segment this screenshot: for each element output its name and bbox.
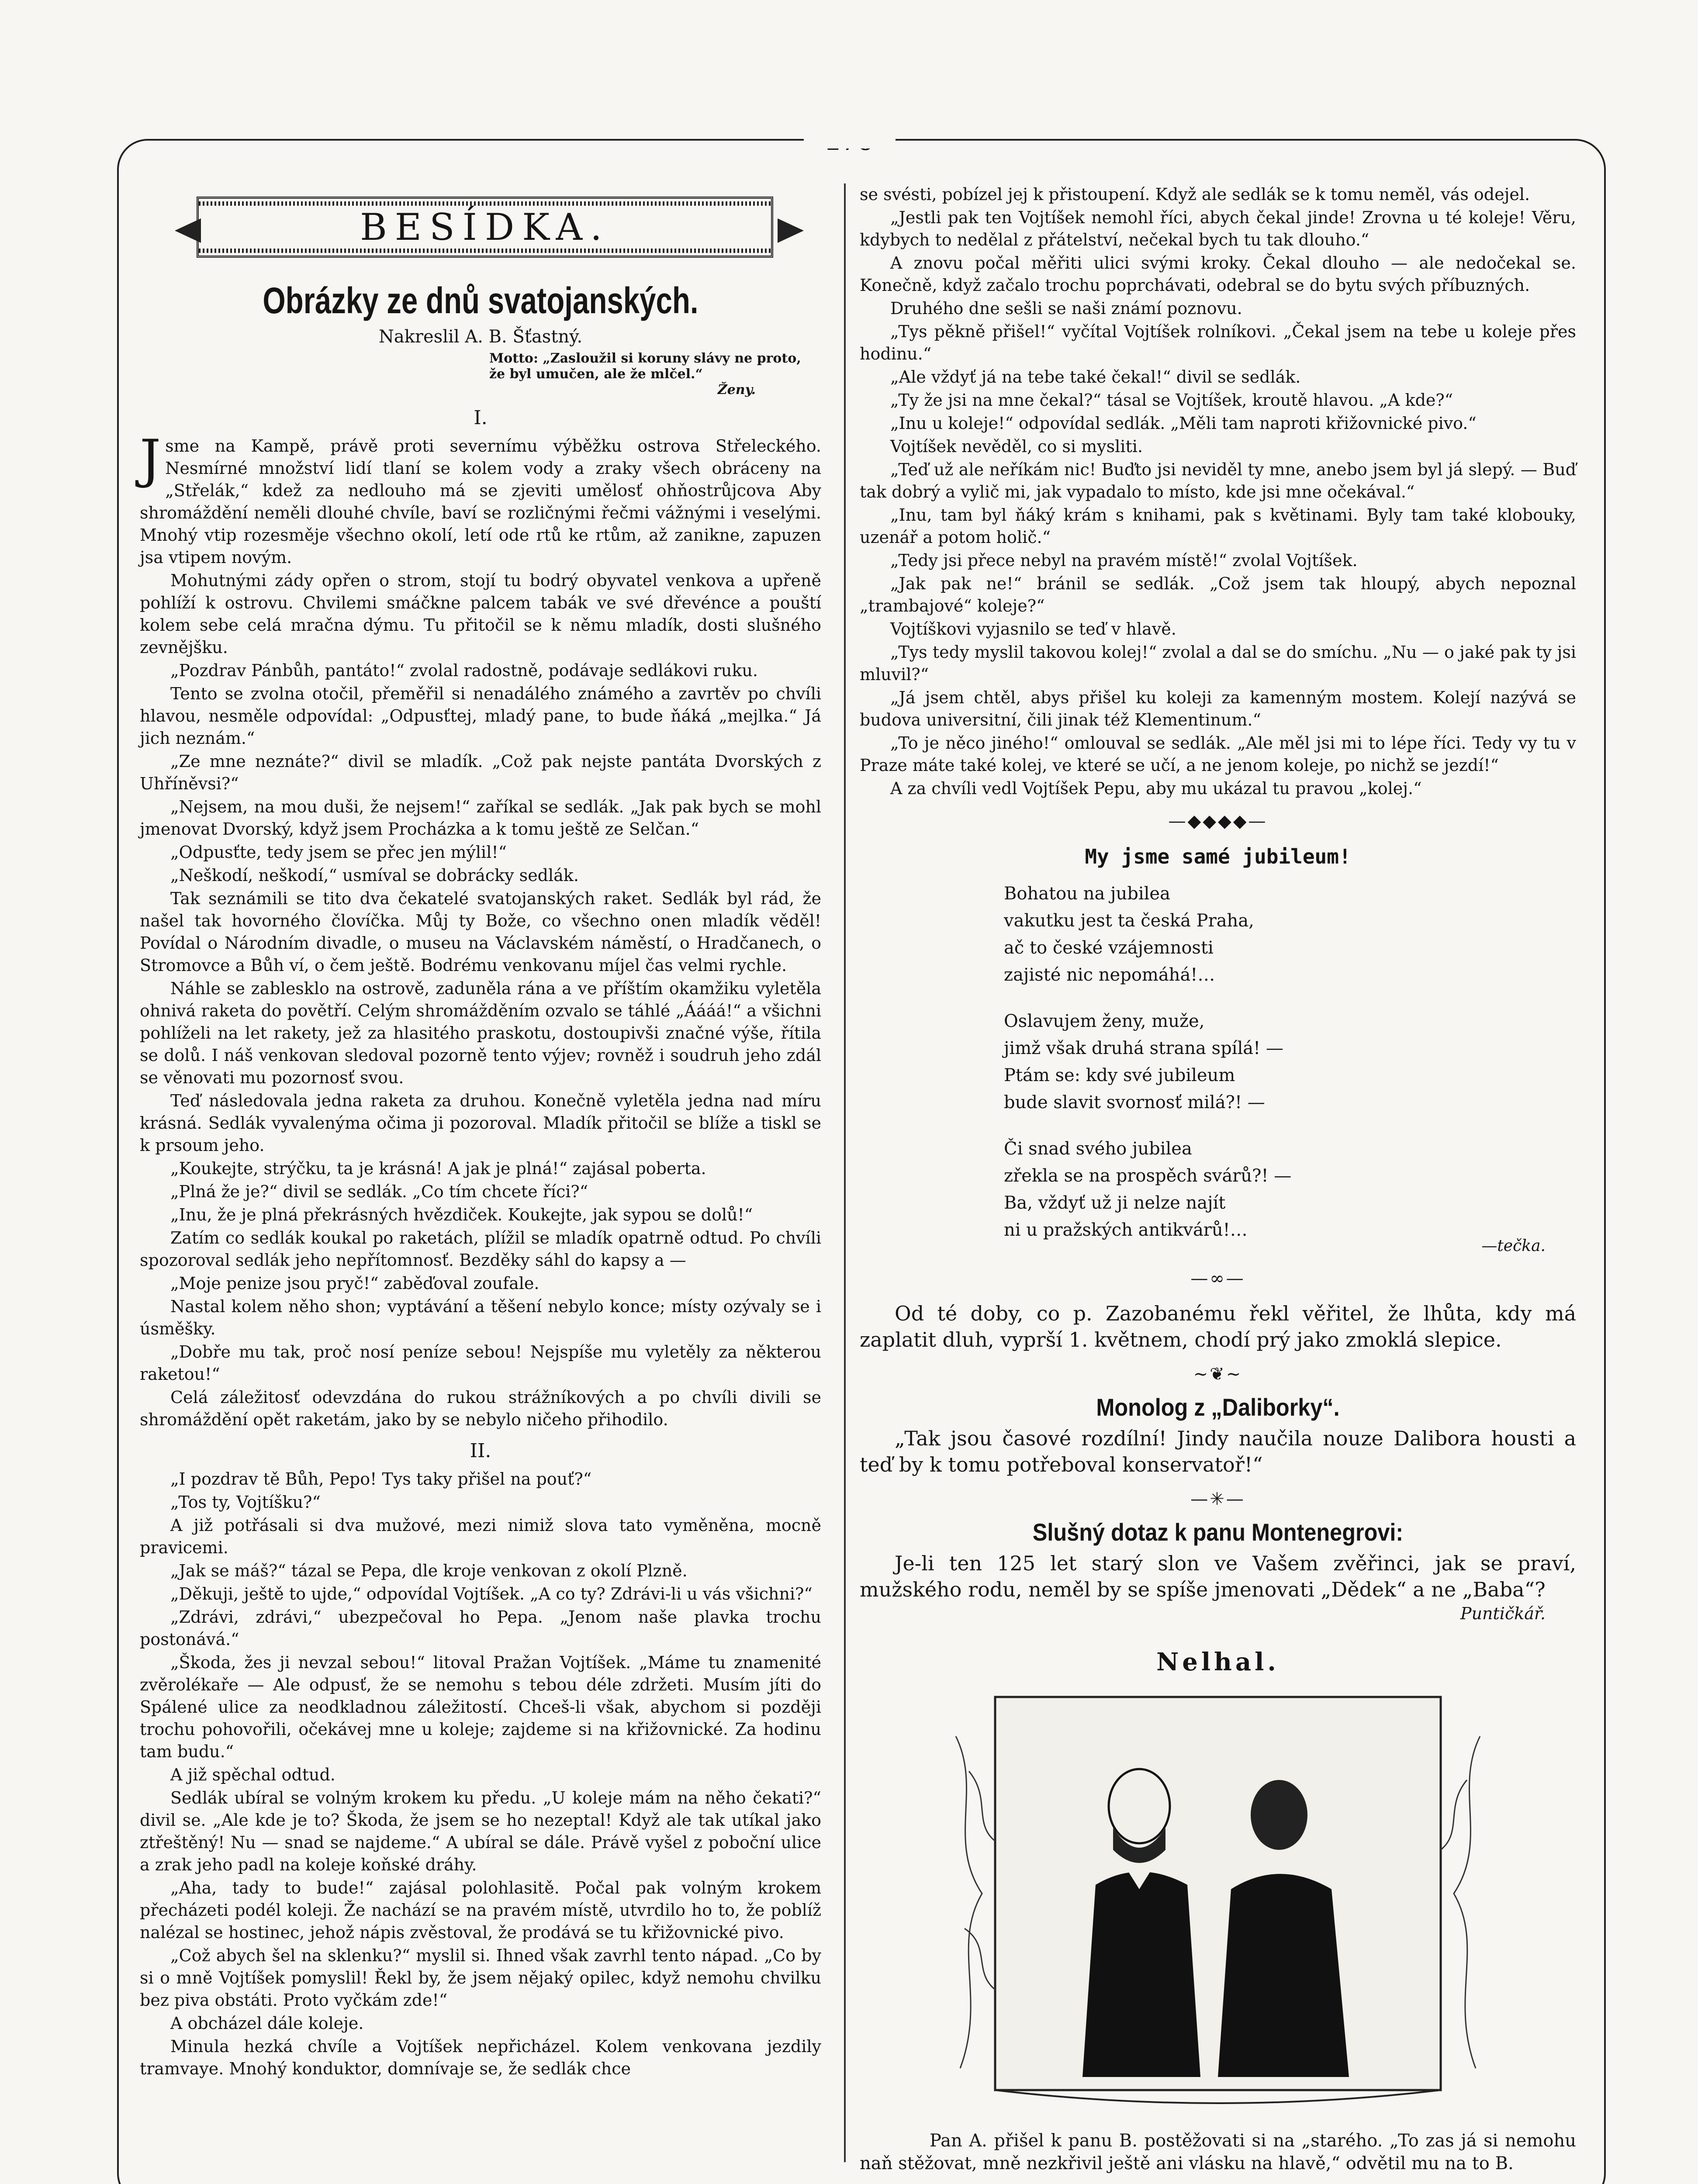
frame-gap	[804, 131, 896, 149]
ornament-divider: —∞—	[1190, 1268, 1245, 1289]
column-divider	[844, 183, 846, 2162]
montenegro-signature: Puntičkář.	[1460, 1604, 1546, 1623]
ornament-divider: —◆◆◆◆—	[1168, 811, 1268, 831]
montenegro-text: Je-li ten 125 let starý slon ve Vašem zvěřinci, jak se praví, mužského rodu, neměl by se spíše jmenovati „Dědek“ a ne „Baba“?	[860, 1552, 1576, 1601]
paragraph: „Inu u koleje!“ odpovídal sedlák. „Měli tam naproti křižovnické pivo.“	[890, 414, 1477, 433]
ornament-divider: —✳—	[1190, 1489, 1245, 1509]
paragraph: „To je něco jiného!“ omlouval se sedlák. „Ale měl jsi mi to lépe říci. Tedy vy tu v Praze máte také kolej, ve které se učí, a ne jenom koleje, po nichž se jezdí!“	[860, 733, 1576, 775]
section-title: BESÍDKA.	[360, 205, 610, 249]
poem-line: jimž však druhá strana spílá! —	[1004, 1038, 1283, 1058]
paragraph: „Inu, tam byl ňáký krám s knihami, pak s květinami. Byly tam také klobouky, uzenář a potom holič.“	[860, 505, 1576, 547]
paragraph: Náhle se zablesklo na ostrově, zaduněla rána a ve příštím okamžiku vyletěla ohnivá raketa do povětří. Celým shromážděním ozvalo se táhlé „Áááá!“ a všichni pohlíželi na let rakety, jež za hlasitého praskotu, dostoupivši značné výše, řítila se dolů. I náš venkovan sledoval pozorně tento výjev; rovněž i soudruh jeho zdál se věnovati mu pozornosť svou.	[140, 979, 821, 1087]
drop-cap: J	[140, 429, 161, 490]
poem-line: Oslavujem ženy, muže,	[1004, 1011, 1205, 1031]
paragraph: „Zdrávi, zdrávi,“ ubezpečoval ho Pepa. „Jenom naše plavka trochu postonává.“	[140, 1607, 821, 1649]
paragraph: Vojtíšek nevěděl, co si mysliti.	[890, 437, 1143, 456]
paragraph: Teď následovala jedna raketa za druhou. Konečně vyletěla jedna nad míru krásná. Sedlák vyvalenýma očima ji pozoroval. Mladík přitočil se blíže a tiskl se k prsoum jeho.	[140, 1091, 821, 1155]
paragraph: „Neškodí, neškodí,“ usmíval se dobrácky sedlák.	[170, 866, 579, 885]
motto: Motto: „Zasloužil si koruny slávy ne proto, že byl umučen, ale že mlčel.“	[489, 351, 801, 382]
paragraph: „Tedy jsi přece nebyl na pravém místě!“ zvolal Vojtíšek.	[890, 551, 1358, 570]
paragraph: „Jak pak ne!“ bránil se sedlák. „Což jsem tak hloupý, abych nepoznal „trambajové“ koleje?“	[860, 574, 1576, 615]
monolog-text: „Tak jsou časové rozdílní! Jindy naučila nouze Dalibora housti a teď by k tomu potřeboval konservatoř!“	[860, 1427, 1576, 1476]
paragraph: Tento se zvolna otočil, přeměřil si nenadálého známého a zavrtěv po chvíli hlavou, nesměle odpovídal: „Odpusťtej, mladý pane, to bude ňáká „mejlka.“ Já jich neznám.“	[140, 684, 821, 748]
paragraph: Vojtíškovi vyjasnilo se teď v hlavě.	[890, 619, 1176, 639]
paragraph: „Koukejte, strýčku, ta je krásná! A jak je plná!“ zajásal poberta.	[170, 1159, 706, 1178]
paragraph: „Tos ty, Vojtíšku?“	[170, 1493, 321, 1512]
poem	[1004, 880, 1576, 1244]
poem-stanza	[1004, 880, 1576, 988]
banner-box	[197, 197, 773, 258]
article-title: Obrázky ze dnů svatojanských.	[263, 280, 699, 321]
paragraph: A za chvíli vedl Vojtíšek Pepu, aby mu ukázal tu pravou „kolej.“	[890, 779, 1422, 798]
poem-line: Ptám se: kdy své jubileum	[1004, 1065, 1235, 1085]
paragraph: Mohutnými zády opřen o strom, stojí tu bodrý obyvatel venkova a upřeně pohlíží k ostrovu. Chvilemi smáčkne palcem tabák ve své dřevénce a pouští kolem sebe celá mračna dýmu. Tu přitočil se k němu mladík, dosti slušného zevnějšku.	[140, 571, 821, 657]
cartoon-scroll-curl	[995, 2090, 1441, 2103]
poem-stanza	[1004, 1135, 1576, 1244]
poem-line: Ba, vždyť už ji nelze najít	[1004, 1193, 1226, 1213]
paragraph: Nastal kolem něho shon; vyptávání a těšení nebylo konce; místy ozývaly se i úsměšky.	[140, 1297, 821, 1338]
paragraph: „Plná že je?“ divil se sedlák. „Co tím chcete říci?“	[170, 1182, 588, 1201]
paragraph: A znovu počal měřiti ulici svými kroky. Čekal dlouho — ale nedočekal se. Konečně, když začalo trochu poprchávati, odebral se do bytu svých příbuzných.	[860, 253, 1576, 295]
montenegro-title: Slušný dotaz k panu Montenegrovi:	[1032, 1518, 1404, 1546]
poem-line: ni u pražských antikvárů!…	[1004, 1220, 1248, 1240]
poem-line: zřekla se na prospěch svárů?! —	[1004, 1166, 1292, 1186]
paragraph: „Jestli pak ten Vojtíšek nemohl říci, abych čekal jinde! Zrovna u té koleje! Věru, kdybych to nedělal z přátelství, nečekal bych tu tak dlouho.“	[860, 208, 1576, 249]
paragraph: Sedlák ubíral se volným krokem ku předu. „U koleje mám na něho čekati?“ divil se. „Ale kde je to? Škoda, že jsem se ho nezeptal! Když ale tak utíkal jako ztřeštěný! Nu — snad se najdeme.“ A ubíral se dále. Právě vyšel z poboční ulice a zrak jeho padl na koleje koňské dráhy.	[140, 1788, 821, 1874]
paragraph: A obcházel dále koleje.	[170, 2014, 364, 2033]
paragraph: „Pozdrav Pánbůh, pantáto!“ zvolal radostně, podávaje sedlákovi ruku.	[170, 661, 758, 680]
paragraph: Celá záležitosť odevzdána do rukou strážníkových a po chvíli divili se shromáždění opět raketám, jako by se nebylo ničeho přihodilo.	[140, 1388, 821, 1429]
poem-title: My jsme samé jubileum!	[1085, 845, 1351, 868]
paragraph: Druhého dne sešli se naši známí poznovu.	[890, 299, 1242, 318]
foliage-right	[1441, 1736, 1480, 2068]
poem-line: ač to české vzájemnosti	[1004, 938, 1214, 958]
paragraph: „Dobře mu tak, proč nosí peníze sebou! Nejspíše mu vyletěly za některou raketou!“	[140, 1342, 821, 1384]
monolog-title: Monolog z „Daliborky“.	[1096, 1393, 1340, 1421]
section-number-2: II.	[470, 1440, 491, 1462]
section-1	[140, 429, 821, 1431]
paragraph: „I pozdrav tě Bůh, Pepo! Tys taky přišel na pouť?“	[170, 1469, 592, 1489]
paragraph: „Děkuji, ještě to ujde,“ odpovídal Vojtíšek. „A co ty? Zdrávi-li u vás všichni?“	[170, 1584, 813, 1603]
paragraph: „Teď už ale neříkám nic! Buďto jsi neviděl ty mne, anebo jsem byl já slepý. — Buď tak dobrý a vylič mi, jak vypadalo to místo, kde jsi mne očekával.“	[860, 460, 1576, 501]
paragraph: Zatím co sedlák koukal po raketách, plížil se mladík opatrně odtud. Po chvíli spozoroval sedlák jeho nepřítomnosť. Bezděky sáhl do kapsy a —	[140, 1228, 821, 1270]
banner-ornament-right	[778, 218, 804, 243]
paragraph: „Ale vždyť já na tebe také čekal!“ divil se sedlák.	[890, 367, 1301, 387]
note-debt: Od té doby, co p. Zazobanému řekl věřitel, že lhůta, kdy má zaplatit dluh, vyprší 1. květnem, chodí prý jako zmoklá slepice.	[860, 1302, 1576, 1351]
paragraph: „Já jsem chtěl, abys přišel ku koleji za kamenným mostem. Kolejí nazývá se budova universitní, čili jinak též Klementinum.“	[860, 688, 1576, 729]
cartoon-title: Nelhal.	[1156, 1648, 1280, 1676]
motto-author: Ženy.	[717, 382, 756, 397]
section-banner	[140, 188, 821, 262]
paragraph: „Tys pěkně přišel!“ vyčítal Vojtíšek rolníkovi. „Čekal jsem na tebe u koleje přes hodinu.“	[860, 322, 1576, 363]
paragraph: „Odpusťte, tedy jsem se přec jen mýlil!“	[170, 843, 507, 862]
paragraph: „Ty že jsi na mne čekal?“ tásal se Vojtíšek, kroutě hlavou. „A kde?“	[890, 390, 1453, 410]
paragraph: „Inu, že je plná překrásných hvězdiček. Koukejte, jak sypou se dolů!“	[170, 1205, 753, 1224]
right-column	[860, 183, 1576, 2184]
poem-line: bude slavit svornosť milá?! —	[1004, 1092, 1265, 1113]
paragraph: se svésti, pobízel jej k přistoupení. Když ale sedlák se k tomu neměl, vás odejel.	[860, 185, 1530, 204]
paragraph: „Jak se máš?“ tázal se Pepa, dle kroje venkovan z okolí Plzně.	[170, 1561, 688, 1580]
paragraph: „Což abych šel na sklenku?“ myslil si. Ihned však zavrhl tento nápad. „Co by si o mně Vojtíšek pomyslil! Řekl by, že jsem nějaký opilec, když nemohu chvilku bez piva obstáti. Proto vyčkám zde!“	[140, 1946, 821, 2010]
paragraph: „Moje penize jsou pryč!“ zaběďoval zoufale.	[170, 1274, 539, 1293]
poem-line: zajisté nic nepomáhá!…	[1004, 965, 1215, 985]
cartoon-caption: Pan A. přišel k panu B. postěžovati si na „starého. „To zas já si nemohu naň stěžovat, mně nezkřivil ještě ani vlásku na hlavě,“ odvětil mu na to B.	[860, 2131, 1576, 2174]
poem-line: vakutku jest ta česká Praha,	[1004, 911, 1254, 931]
left-column	[140, 183, 821, 2081]
paragraph: Tak seznámili se tito dva čekatelé svatojanských raket. Sedlák byl rád, že našel tak hovorného človíčka. Můj ty Bože, co všechno onen mladík věděl! Povídal o Národním divadle, o museu na Václavském náměstí, o Hradčanech, o Stromovce a Bůh ví, o čem ještě. Bodrému venkovanu míjel čas velmi rychle.	[140, 889, 821, 975]
paragraph: Jsme na Kampě, právě proti severnímu výběžku ostrova Střeleckého. Nesmírné množství lidí tlaní se kolem vody a zraky všech obráceny na „Střelák,“ kdež za nedlouho má se zjeviti umělosť ohňostrůjcova Aby shromáždění neměli dlouhé chvíle, baví se rozličnými řečmi vážnými i veselými. Mnohý vtip rozesměje všechno okolí, letí ode rtů ke rtům, až zanikne, zapuzen jsa vtipem novým.	[140, 429, 821, 567]
poem-line: Bohatou na jubilea	[1004, 884, 1170, 904]
cartoon-illustration	[930, 1684, 1506, 2121]
paragraph: „Nejsem, na mou duši, že nejsem!“ zaříkal se sedlák. „Jak pak bych se mohl jmenovat Dvorský, když jsem Procházka a k tomu ještě ze Selčan.“	[140, 797, 821, 839]
poem-line: Či snad svého jubilea	[1004, 1139, 1192, 1159]
poem-signature: —tečka.	[1481, 1237, 1546, 1255]
paragraph: „Škoda, žes ji nevzal sebou!“ litoval Pražan Vojtíšek. „Máme tu znamenité zvěrolékaře — Ale odpusť, že se nemohu s tebou déle zdržeti. Musím jíti do Spálené ulice za neodkladnou záležitostí. Chceš-li však, abychom si později trochu pohovořili, očekávej mne u koleje; zajdeme si na křižovnické. Za hodinu tam budu.“	[140, 1653, 821, 1761]
paragraph: A již potřásali si dva mužové, mezi nimiž slova tato vyměněna, mocně pravicemi.	[140, 1516, 821, 1557]
section-number-1: I.	[474, 407, 488, 429]
paragraph: „Tys tedy myslil takovou kolej!“ zvolal a dal se do smíchu. „Nu — o jaké pak ty jsi mluvil?“	[860, 643, 1576, 684]
paragraph: A již spěchal odtud.	[170, 1765, 335, 1784]
foliage-left	[956, 1736, 995, 2068]
cartoon-frame	[995, 1697, 1441, 2090]
paragraph: „Aha, tady to bude!“ zajásal polohlasitě. Počal pak volným krokem přecházeti podél koleji. Že nachází se na pravém místě, utvrdilo ho to, že poblíž nalézal se hostinec, jehož nápis zvěstoval, že prodává se tu křižovnické pivo.	[140, 1878, 821, 1942]
section-2	[140, 1468, 821, 2080]
byline: Nakreslil A. B. Šťastný.	[378, 327, 583, 347]
article-continuation	[860, 183, 1576, 800]
poem-stanza	[1004, 1008, 1576, 1116]
ornament-divider: ~❦~	[1193, 1364, 1243, 1384]
paragraph: „Ze mne neznáte?“ divil se mladík. „Což pak nejste pantáta Dvorských z Uhříněvsi?“	[140, 752, 821, 793]
paragraph: Minula hezká chvíle a Vojtíšek nepřicházel. Kolem venkovana jezdily tramvaye. Mnohý konduktor, domnívaje se, že sedlák chce	[140, 2037, 821, 2078]
